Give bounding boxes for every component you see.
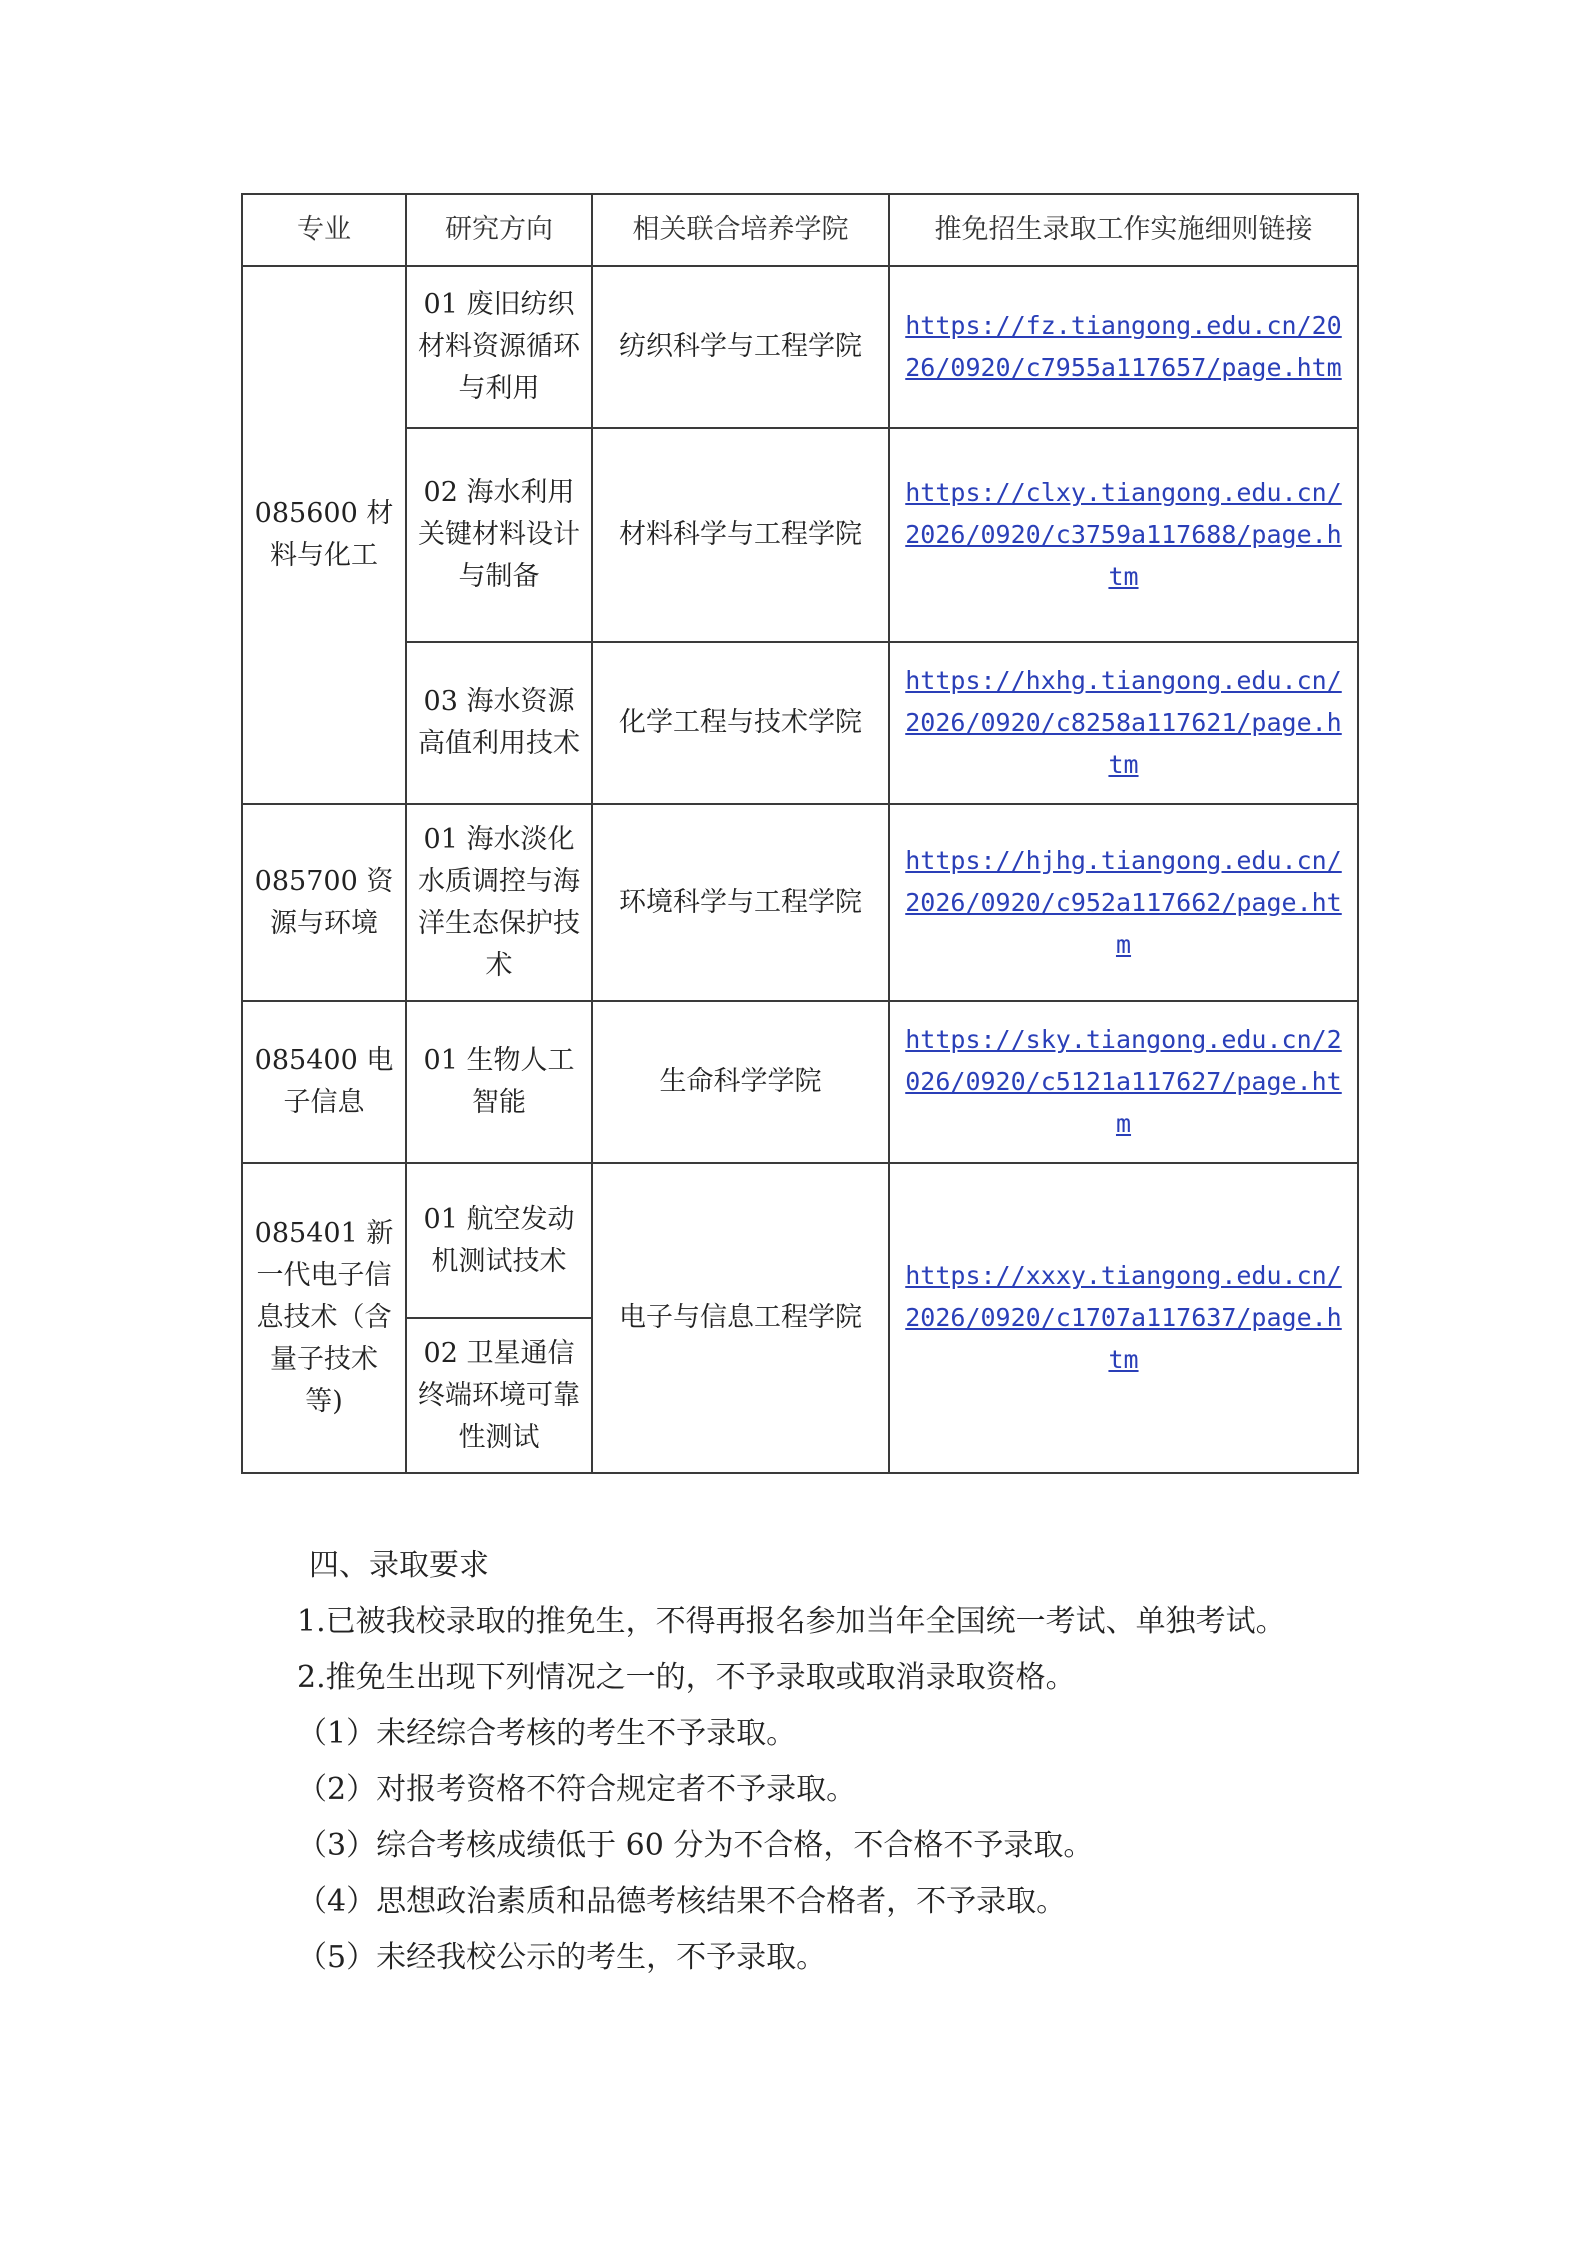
direction-cell: 02 卫星通信终端环境可靠性测试 [406, 1318, 592, 1473]
table-row [242, 266, 1358, 428]
admission-table [241, 193, 1359, 1474]
requirement-line: （3）综合考核成绩低于 60 分为不合格，不合格不予录取。 [297, 1828, 1094, 1863]
link-cell [889, 428, 1358, 642]
table-row [242, 1163, 1358, 1318]
link-cell [889, 642, 1358, 804]
major-cell: 085700 资源与环境 [242, 804, 406, 1001]
requirement-line: （1）未经综合考核的考生不予录取。 [297, 1716, 797, 1751]
major-cell: 085400 电子信息 [242, 1001, 406, 1163]
header-link: 推免招生录取工作实施细则链接 [889, 194, 1358, 266]
link-cell [889, 266, 1358, 428]
direction-cell: 01 生物人工智能 [406, 1001, 592, 1163]
college-cell: 电子与信息工程学院 [592, 1163, 889, 1473]
header-direction: 研究方向 [406, 194, 592, 266]
requirement-line: 1.已被我校录取的推免生，不得再报名参加当年全国统一考试、单独考试。 [297, 1604, 1286, 1639]
header-major: 专业 [242, 194, 406, 266]
direction-cell: 01 海水淡化水质调控与海洋生态保护技术 [406, 804, 592, 1001]
requirement-line: 2.推免生出现下列情况之一的，不予录取或取消录取资格。 [297, 1660, 1076, 1695]
direction-cell: 02 海水利用关键材料设计与制备 [406, 428, 592, 642]
link-cell [889, 1163, 1358, 1473]
rules-link[interactable]: https://hxhg.tiangong.edu.cn/2026/0920/c8258a117621/page.htm [905, 666, 1342, 779]
link-cell [889, 1001, 1358, 1163]
college-cell: 生命科学学院 [592, 1001, 889, 1163]
rules-link[interactable]: https://hjhg.tiangong.edu.cn/2026/0920/c952a117662/page.htm [905, 845, 1342, 959]
table-row [242, 1001, 1358, 1163]
college-cell: 环境科学与工程学院 [592, 804, 889, 1001]
header-college: 相关联合培养学院 [592, 194, 889, 266]
major-cell: 085600 材料与化工 [242, 266, 406, 804]
table-row [242, 804, 1358, 1001]
table-header-row [242, 194, 1358, 266]
table-row [242, 428, 1358, 642]
college-cell: 纺织科学与工程学院 [592, 266, 889, 428]
rules-link[interactable]: https://xxxy.tiangong.edu.cn/2026/0920/c1707a117637/page.htm [905, 1261, 1342, 1374]
direction-cell: 03 海水资源高值利用技术 [406, 642, 592, 804]
rules-link[interactable]: https://fz.tiangong.edu.cn/2026/0920/c7955a117657/page.htm [905, 311, 1342, 382]
link-cell [889, 804, 1358, 1001]
major-cell: 085401 新一代电子信息技术（含量子技术等) [242, 1163, 406, 1473]
college-cell: 材料科学与工程学院 [592, 428, 889, 642]
college-cell: 化学工程与技术学院 [592, 642, 889, 804]
requirement-line: （2）对报考资格不符合规定者不予录取。 [297, 1772, 857, 1807]
table-row [242, 642, 1358, 804]
section-heading: 四、录取要求 [309, 1548, 489, 1583]
rules-link[interactable]: https://sky.tiangong.edu.cn/2026/0920/c5121a117627/page.htm [905, 1025, 1342, 1138]
requirement-line: （5）未经我校公示的考生，不予录取。 [297, 1940, 827, 1975]
direction-cell: 01 废旧纺织材料资源循环与利用 [406, 266, 592, 428]
requirement-line: （4）思想政治素质和品德考核结果不合格者，不予录取。 [297, 1884, 1067, 1919]
rules-link[interactable]: https://clxy.tiangong.edu.cn/2026/0920/c3759a117688/page.htm [905, 478, 1342, 591]
direction-cell: 01 航空发动机测试技术 [406, 1163, 592, 1318]
